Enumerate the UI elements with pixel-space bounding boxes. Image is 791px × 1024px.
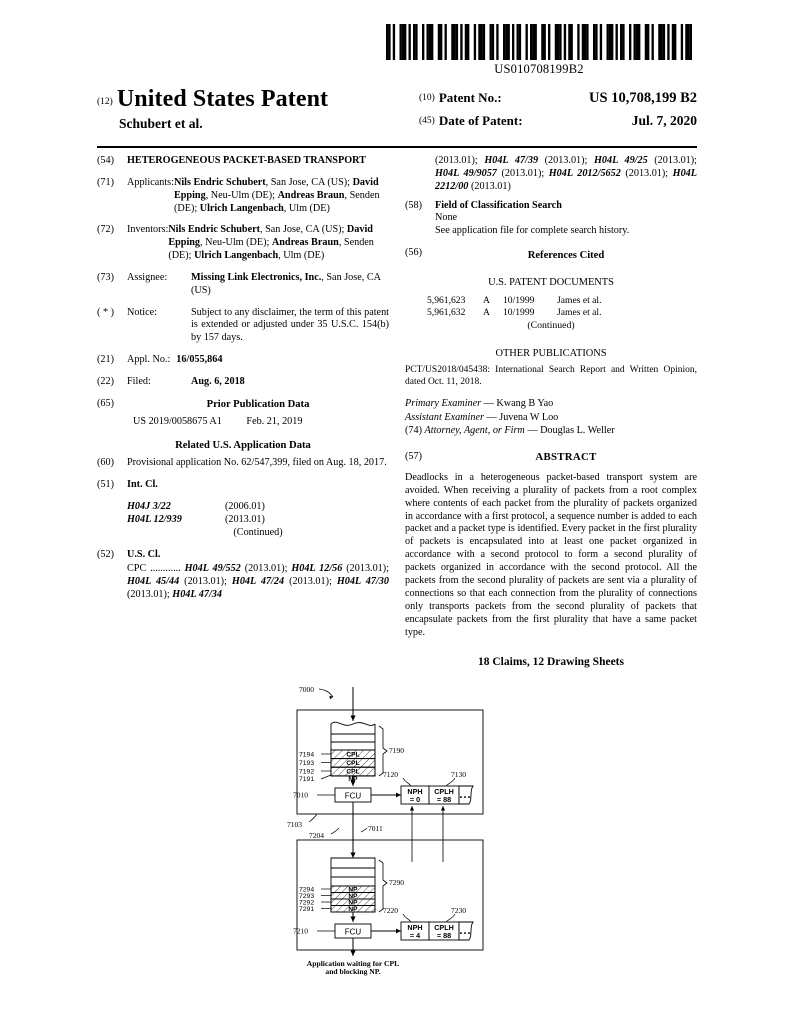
field-notice xyxy=(97,307,389,346)
figure-label-7210: 7210 xyxy=(293,926,308,936)
field-int-cl xyxy=(97,479,389,492)
queue-entry-ref: 7192 xyxy=(299,768,315,776)
assignee-value xyxy=(191,272,389,298)
inid-51: (51) xyxy=(97,479,114,491)
field-assignee xyxy=(97,272,389,298)
figure-label-7130: 7130 xyxy=(451,770,466,779)
filed-value: Aug. 6, 2018 xyxy=(191,375,245,387)
notice-text: Subject to any disclaimer, the term of this patent is extended or adjusted under 35 U.S.C. 154(b) by 157 days. xyxy=(191,306,389,344)
person-name: Nils Endric Schubert xyxy=(168,224,261,236)
int-cl-code: H04L 12/939 xyxy=(127,513,182,525)
classification-search-none: None xyxy=(435,212,458,224)
int-cl-label: Int. Cl. xyxy=(127,479,158,491)
cpc-text: (2013.01); xyxy=(647,155,698,166)
inid-22: (22) xyxy=(97,375,114,387)
prior-publication-date: Feb. 21, 2019 xyxy=(246,416,303,428)
doc-assignee: James et al. xyxy=(557,294,602,306)
primary-examiner-name: Kwang B Yao xyxy=(496,397,554,409)
person-name: Andreas Braun xyxy=(277,189,345,201)
cpc-codes xyxy=(127,563,389,602)
inventors-list xyxy=(168,224,389,263)
person-name: Ulrich Langenbach xyxy=(194,250,279,262)
figure-label-7230: 7230 xyxy=(451,906,466,915)
credit-value: = 4 xyxy=(409,931,421,940)
doc-number: 5,961,623 xyxy=(427,294,466,306)
invention-title: HETEROGENEOUS PACKET-BASED TRANSPORT xyxy=(127,155,366,166)
claims-sheets-line: 18 Claims, 12 Drawing Sheets xyxy=(478,655,624,668)
fcu-label-upper: FCU xyxy=(344,791,362,801)
primary-examiner-line: Primary Examiner — Kwang B Yao xyxy=(405,397,554,409)
int-cl-row xyxy=(127,501,389,514)
inventors-label: Inventors: xyxy=(127,224,169,236)
figure-label-7103: 7103 xyxy=(287,820,302,829)
queue-entry-label: CPL xyxy=(346,751,360,759)
related-application-text: Provisional application No. 62/547,399, filed on Aug. 18, 2017. xyxy=(127,457,387,469)
int-cl-row xyxy=(127,514,389,527)
credit-value: = 0 xyxy=(409,795,421,804)
cpc-text: (2013.01); xyxy=(342,563,389,575)
prior-publication-heading: Prior Publication Data xyxy=(206,398,310,410)
person-location: , Ulm (DE) xyxy=(283,202,330,214)
doc-kind: A xyxy=(483,294,490,306)
documents-continued: (Continued) xyxy=(527,320,575,332)
assistant-examiner-label: Assistant Examiner xyxy=(405,411,484,423)
inid-71: (71) xyxy=(97,176,114,188)
cpc-code: H04L 49/9057 xyxy=(435,167,497,179)
left-column xyxy=(97,155,389,602)
person-location: , San Jose, CA (US); xyxy=(260,224,347,236)
patent-no-text: Patent No.: xyxy=(438,90,502,105)
credit-value: = 88 xyxy=(436,931,452,940)
inid-65: (65) xyxy=(97,397,114,409)
inventor-surname: Schubert et al. xyxy=(119,116,203,131)
cpc-primary-code: H04L 49/552 xyxy=(184,563,241,575)
inid-74: (74) xyxy=(405,425,422,437)
patent-number-row xyxy=(419,90,697,107)
patent-date-row xyxy=(419,113,697,129)
cpc-text: (2013.01) xyxy=(468,180,511,192)
field-prior-publication xyxy=(97,398,389,429)
doc-number: 5,961,632 xyxy=(427,306,466,318)
figure-label-7010: 7010 xyxy=(293,790,308,800)
field-title xyxy=(97,155,389,168)
credit-name: CPLH xyxy=(434,923,454,932)
abstract-heading-row xyxy=(405,451,697,465)
int-cl-continued: (Continued) xyxy=(233,526,283,538)
credit-ellipsis: • • • xyxy=(459,930,471,937)
inid-code-45: (45) xyxy=(419,116,435,126)
cpc-text: (2013.01); xyxy=(127,589,173,601)
inid-56: (56) xyxy=(405,247,422,259)
cpc-code: H04L 2212/00 xyxy=(435,167,697,192)
credit-value: = 88 xyxy=(436,795,452,804)
field-related-application xyxy=(97,457,389,470)
inid-72: (72) xyxy=(97,224,114,236)
person-name: David Epping xyxy=(173,176,379,201)
figure-label-7011: 7011 xyxy=(368,824,383,833)
cpc-code: H04L 47/34 xyxy=(172,589,222,601)
applicants-list xyxy=(174,177,389,216)
assistant-examiner-line: Assistant Examiner — Juvena W Loo xyxy=(405,411,559,423)
abstract-text: Deadlocks in a heterogeneous packet-based transport system are avoided. When receiving a plurality of packets from a root complex where contents of each packet from the plurality of packets organized in accordance with a first protocol, a sequence number is added to each packet and a packet type is identified. Every packet in the first plurality of packets is encapsulated into at least one packet organized in accordance with a second protocol to form a second plurality of packets organized in accordance with the second protocol. All the packets from the second plurality of packets are sent via a plurality of connections so that each connection from the plurality of connections only transports packets from the second plurality of packets that encapsulate packets from the first plurality that have a same packet type. xyxy=(405,471,697,638)
inid-asterisk: ( * ) xyxy=(97,306,114,318)
int-cl-rows xyxy=(97,501,389,527)
field-appl-no xyxy=(97,354,389,367)
date-of-patent-text: Date of Patent: xyxy=(438,113,523,128)
queue-entry-label: NP xyxy=(348,906,358,913)
queue-entry-ref: 7293 xyxy=(299,893,315,900)
inid-58: (58) xyxy=(405,199,422,211)
queue-entry-ref: 7292 xyxy=(299,899,315,907)
person-name: Andreas Braun xyxy=(271,237,339,249)
queue-entry-ref: 7294 xyxy=(299,886,315,894)
figure-label-7204: 7204 xyxy=(309,831,324,840)
other-publications-heading: OTHER PUBLICATIONS xyxy=(495,347,607,359)
barcode-block xyxy=(386,24,692,77)
inid-21: (21) xyxy=(97,354,114,366)
patent-title-block xyxy=(97,86,328,132)
patent-date-label xyxy=(419,113,531,129)
attorney-label: Attorney, Agent, or Firm xyxy=(424,425,525,437)
field-classification-search xyxy=(405,200,697,239)
cpc-text: (2013.01); xyxy=(538,155,594,166)
queue-entry-ref: 7193 xyxy=(299,760,315,767)
us-cl-label: U.S. Cl. xyxy=(127,548,161,560)
figure-diagram xyxy=(283,682,513,982)
barcode-number: US010708199B2 xyxy=(494,62,584,76)
classification-search-see: See application file for complete search history. xyxy=(435,225,630,237)
right-column xyxy=(405,155,697,669)
inid-52: (52) xyxy=(97,548,114,560)
cpc-code: H04L 47/39 xyxy=(484,155,539,166)
assignee-name: Missing Link Electronics, Inc. xyxy=(191,271,322,283)
cpc-code: H04L 12/56 xyxy=(291,563,343,575)
queue-entry-label: CPL xyxy=(346,768,360,776)
figure-label-7000: 7000 xyxy=(299,685,314,694)
fcu-label-lower: FCU xyxy=(344,927,362,937)
related-application-heading: Related U.S. Application Data xyxy=(175,440,311,451)
figure-svg xyxy=(283,682,513,982)
prior-publication-id: US 2019/0058675 A1 xyxy=(133,416,222,428)
patent-date-value: Jul. 7, 2020 xyxy=(631,113,697,128)
figure-label-7190: 7190 xyxy=(389,746,404,755)
table-row xyxy=(427,307,697,319)
credit-name: NPH xyxy=(407,923,423,932)
inid-73: (73) xyxy=(97,271,114,283)
credit-name: CPLH xyxy=(434,787,454,796)
patent-header xyxy=(97,86,697,142)
other-publications-text: PCT/US2018/045438: International Search Report and Written Opinion, dated Oct. 11, 2018. xyxy=(405,364,697,387)
doc-kind: A xyxy=(483,306,490,318)
patent-number-value: US 10,708,199 B2 xyxy=(589,90,697,106)
field-applicants xyxy=(97,177,389,216)
queue-entry-ref: 7194 xyxy=(299,751,315,759)
notice-label: Notice: xyxy=(127,306,157,318)
assignee-location: , San Jose, CA (US) xyxy=(191,271,381,296)
person-location: , San Jose, CA (US); xyxy=(265,176,353,188)
person-name: David Epping xyxy=(168,224,373,249)
inid-54: (54) xyxy=(97,155,114,166)
field-us-cl xyxy=(97,549,389,562)
cpc-text: (2013.01); xyxy=(496,167,549,179)
references-cited-heading: References Cited xyxy=(527,250,605,262)
cpc-text: (2013.01); xyxy=(435,155,485,166)
table-row xyxy=(427,295,697,307)
person-location: , Senden (DE); xyxy=(168,237,374,262)
field-inventors xyxy=(97,224,389,263)
doc-date: 10/1999 xyxy=(503,306,535,318)
header-divider xyxy=(97,146,697,148)
appl-no-label: Appl. No.: xyxy=(127,354,171,366)
cpc-code: H04L 49/25 xyxy=(593,155,648,166)
field-references-cited xyxy=(405,247,697,267)
doc-date: 10/1999 xyxy=(503,294,535,306)
patent-number-block xyxy=(419,90,697,135)
person-location: , Neu-Ulm (DE); xyxy=(205,189,278,201)
cpc-text: (2013.01); xyxy=(244,563,292,575)
barcode-image xyxy=(386,24,692,60)
queue-entry-label: NP xyxy=(348,776,358,783)
page-title: United States Patent xyxy=(116,86,329,112)
cpc-code: H04L 47/24 xyxy=(231,576,285,588)
person-location: , Senden (DE); xyxy=(173,189,380,214)
abstract-heading: ABSTRACT xyxy=(535,451,597,464)
credit-ellipsis: • • • xyxy=(459,794,471,801)
cpc-code: H04L 2012/5652 xyxy=(548,167,621,179)
doc-assignee: James et al. xyxy=(557,306,602,318)
cpc-prefix: CPC ............ xyxy=(127,563,181,575)
cpc-code: H04L 47/30 xyxy=(336,576,389,588)
person-location: , Ulm (DE) xyxy=(278,250,325,262)
queue-entry-label: CPL xyxy=(346,760,360,767)
inid-60: (60) xyxy=(97,457,114,469)
person-name: Nils Endric Schubert xyxy=(173,176,266,188)
queue-entry-ref: 7291 xyxy=(299,906,315,913)
patent-title-line xyxy=(97,86,328,113)
appl-no-value: 16/055,864 xyxy=(176,354,223,366)
queue-entry-label: NP xyxy=(348,886,358,894)
patent-number-label xyxy=(419,90,531,106)
cpc-text: (2013.01); xyxy=(179,576,232,588)
queue-entry-ref: 7191 xyxy=(299,776,315,783)
credit-name: NPH xyxy=(407,787,423,796)
us-patent-documents-heading: U.S. PATENT DOCUMENTS xyxy=(488,277,614,289)
figure-label-7290: 7290 xyxy=(389,878,404,887)
prior-publication-row xyxy=(133,416,389,429)
inid-57: (57) xyxy=(405,451,422,463)
queue-entry-label: NP xyxy=(348,893,358,900)
cpc-continued xyxy=(435,155,697,194)
attorney-line: (74) Attorney, Agent, or Firm — Douglas L. Weller xyxy=(405,425,615,437)
assistant-examiner-name: Juvena W Loo xyxy=(499,411,559,423)
classification-search-label: Field of Classification Search xyxy=(435,199,562,211)
int-cl-code: H04J 3/22 xyxy=(127,501,171,513)
figure-label-7120: 7120 xyxy=(383,770,398,779)
int-cl-year: (2006.01) xyxy=(225,501,265,513)
cpc-code: H04L 45/44 xyxy=(127,576,180,588)
us-patent-documents-table xyxy=(427,295,697,320)
person-name: Ulrich Langenbach xyxy=(199,202,284,214)
figure-label-7220: 7220 xyxy=(383,906,398,915)
inid-code-10: (10) xyxy=(419,93,435,103)
field-filed xyxy=(97,376,389,389)
figure-caption-line1: Application waiting for CPL xyxy=(306,959,400,968)
int-cl-year: (2013.01) xyxy=(225,513,265,525)
assignee-label: Assignee: xyxy=(127,271,168,283)
attorney-name: Douglas L. Weller xyxy=(540,425,615,437)
inid-code-12: (12) xyxy=(97,97,113,107)
filed-label: Filed: xyxy=(127,375,151,387)
cpc-text: (2013.01); xyxy=(620,167,673,179)
person-location: , Neu-Ulm (DE); xyxy=(200,237,272,249)
primary-examiner-label: Primary Examiner xyxy=(405,397,482,409)
figure-caption-line2: and blocking NP. xyxy=(325,967,381,976)
applicants-label: Applicants: xyxy=(127,176,174,188)
cpc-text: (2013.01); xyxy=(284,576,337,588)
queue-entry-label: NP xyxy=(348,899,358,907)
